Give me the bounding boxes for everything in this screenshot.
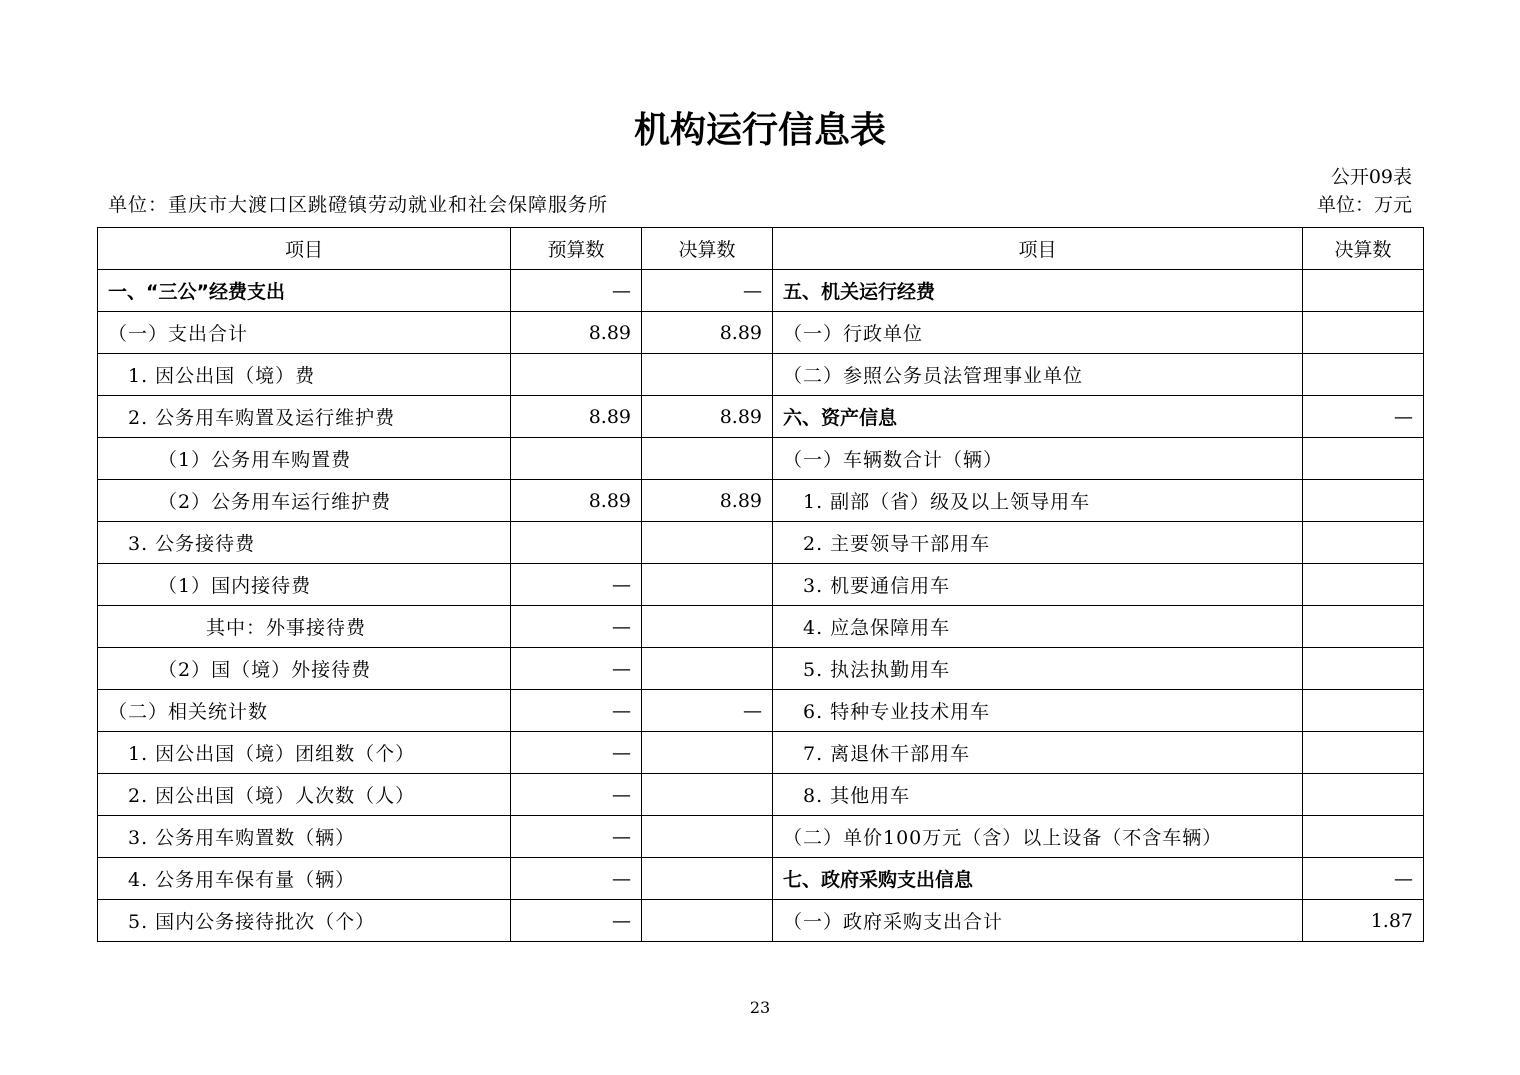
right-final-cell: — <box>1303 396 1424 438</box>
left-item-cell: （二）相关统计数 <box>98 690 511 732</box>
budget-cell: — <box>511 900 642 942</box>
right-item-cell: 4. 应急保障用车 <box>773 606 1303 648</box>
right-final-cell <box>1303 816 1424 858</box>
right-item-cell: （一）行政单位 <box>773 312 1303 354</box>
final-cell: — <box>642 690 773 732</box>
table-row <box>98 312 1424 354</box>
right-item-cell: 1. 副部（省）级及以上领导用车 <box>773 480 1303 522</box>
budget-cell: — <box>511 816 642 858</box>
left-item-cell: 3. 公务接待费 <box>98 522 511 564</box>
left-item-cell: （2）国（境）外接待费 <box>98 648 511 690</box>
info-table <box>97 227 1424 942</box>
right-item-cell: 六、资产信息 <box>773 396 1303 438</box>
form-number: 公开09表 <box>1330 166 1412 188</box>
right-item-cell: 6. 特种专业技术用车 <box>773 690 1303 732</box>
right-item-cell: 5. 执法执勤用车 <box>773 648 1303 690</box>
table-row <box>98 648 1424 690</box>
right-item-cell: （二）参照公务员法管理事业单位 <box>773 354 1303 396</box>
right-item-cell: 8. 其他用车 <box>773 774 1303 816</box>
table-row <box>98 858 1424 900</box>
right-final-cell <box>1303 774 1424 816</box>
table-row <box>98 522 1424 564</box>
right-final-cell: 1.87 <box>1303 900 1424 942</box>
final-cell: 8.89 <box>642 480 773 522</box>
left-item-cell: 2. 公务用车购置及运行维护费 <box>98 396 511 438</box>
budget-cell <box>511 438 642 480</box>
table-row <box>98 690 1424 732</box>
final-cell <box>642 900 773 942</box>
final-cell <box>642 606 773 648</box>
budget-cell: — <box>511 606 642 648</box>
right-item-cell: 七、政府采购支出信息 <box>773 858 1303 900</box>
table-row <box>98 900 1424 942</box>
right-final-cell <box>1303 480 1424 522</box>
budget-cell: — <box>511 270 642 312</box>
right-item-cell: 3. 机要通信用车 <box>773 564 1303 606</box>
right-final-cell <box>1303 522 1424 564</box>
final-cell <box>642 774 773 816</box>
table-row <box>98 774 1424 816</box>
left-item-cell: 3. 公务用车购置数（辆） <box>98 816 511 858</box>
header-item-left: 项目 <box>98 228 511 270</box>
final-cell <box>642 648 773 690</box>
left-item-cell: （一）支出合计 <box>98 312 511 354</box>
left-item-cell: 2. 因公出国（境）人次数（人） <box>98 774 511 816</box>
table-row <box>98 438 1424 480</box>
budget-cell: — <box>511 564 642 606</box>
right-final-cell <box>1303 564 1424 606</box>
final-cell: 8.89 <box>642 396 773 438</box>
right-final-cell <box>1303 354 1424 396</box>
left-item-cell: （1）公务用车购置费 <box>98 438 511 480</box>
right-final-cell: — <box>1303 858 1424 900</box>
unit-name: 单位：重庆市大渡口区跳磴镇劳动就业和社会保障服务所 <box>108 194 609 216</box>
right-final-cell <box>1303 606 1424 648</box>
right-item-cell: （一）政府采购支出合计 <box>773 900 1303 942</box>
header-final-left: 决算数 <box>642 228 773 270</box>
page-title: 机构运行信息表 <box>633 110 886 151</box>
final-cell <box>642 354 773 396</box>
budget-cell: 8.89 <box>511 480 642 522</box>
right-final-cell <box>1303 438 1424 480</box>
table-header-row <box>98 228 1424 270</box>
left-item-cell: 其中：外事接待费 <box>98 606 511 648</box>
right-final-cell <box>1303 270 1424 312</box>
budget-cell: — <box>511 648 642 690</box>
right-final-cell <box>1303 648 1424 690</box>
right-item-cell: （二）单价100万元（含）以上设备（不含车辆） <box>773 816 1303 858</box>
budget-cell: 8.89 <box>511 312 642 354</box>
budget-cell <box>511 522 642 564</box>
header-budget: 预算数 <box>511 228 642 270</box>
header-item-right: 项目 <box>773 228 1303 270</box>
left-item-cell: 4. 公务用车保有量（辆） <box>98 858 511 900</box>
final-cell: 8.89 <box>642 312 773 354</box>
budget-cell: — <box>511 690 642 732</box>
left-item-cell: 一、“三公”经费支出 <box>98 270 511 312</box>
table-row <box>98 732 1424 774</box>
left-item-cell: （1）国内接待费 <box>98 564 511 606</box>
left-item-cell: 5. 国内公务接待批次（个） <box>98 900 511 942</box>
page-number: 23 <box>749 998 771 1017</box>
left-item-cell: 1. 因公出国（境）费 <box>98 354 511 396</box>
right-item-cell: （一）车辆数合计（辆） <box>773 438 1303 480</box>
right-item-cell: 2. 主要领导干部用车 <box>773 522 1303 564</box>
left-item-cell: （2）公务用车运行维护费 <box>98 480 511 522</box>
budget-cell: 8.89 <box>511 396 642 438</box>
table-row <box>98 564 1424 606</box>
right-final-cell <box>1303 312 1424 354</box>
table-row <box>98 606 1424 648</box>
header-final-right: 决算数 <box>1303 228 1424 270</box>
budget-cell: — <box>511 858 642 900</box>
right-item-cell: 7. 离退休干部用车 <box>773 732 1303 774</box>
table-body <box>98 270 1424 942</box>
table-row <box>98 270 1424 312</box>
budget-cell <box>511 354 642 396</box>
final-cell <box>642 522 773 564</box>
money-unit: 单位：万元 <box>1316 194 1412 216</box>
final-cell <box>642 816 773 858</box>
table-row <box>98 480 1424 522</box>
left-item-cell: 1. 因公出国（境）团组数（个） <box>98 732 511 774</box>
final-cell <box>642 858 773 900</box>
table-row <box>98 816 1424 858</box>
right-final-cell <box>1303 732 1424 774</box>
table-row <box>98 396 1424 438</box>
right-item-cell: 五、机关运行经费 <box>773 270 1303 312</box>
final-cell <box>642 438 773 480</box>
final-cell <box>642 732 773 774</box>
table-row <box>98 354 1424 396</box>
final-cell: — <box>642 270 773 312</box>
budget-cell: — <box>511 774 642 816</box>
budget-cell: — <box>511 732 642 774</box>
final-cell <box>642 564 773 606</box>
right-final-cell <box>1303 690 1424 732</box>
